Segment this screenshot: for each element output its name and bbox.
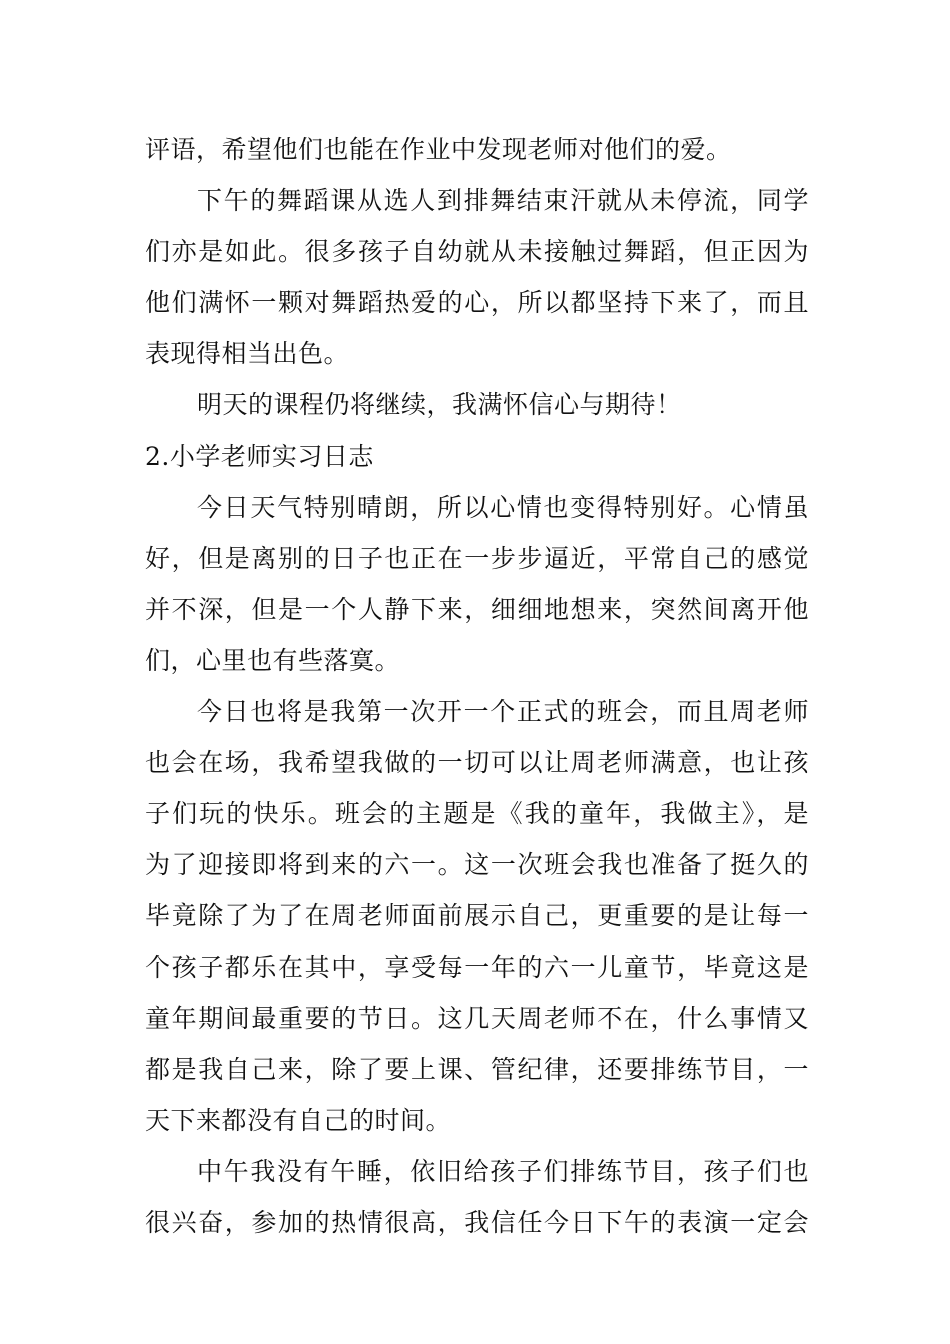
text-line: 子们玩的快乐。班会的主题是《我的童年，我做主》，是	[145, 799, 809, 829]
text-line: 都是我自己来，除了要上课、管纪律，还要排练节目，一	[145, 1054, 809, 1084]
text-line: 为了迎接即将到来的六一。这一次班会我也准备了挺久的	[145, 850, 809, 880]
text-line: 童年期间最重要的节日。这几天周老师不在，什么事情又	[145, 1003, 809, 1033]
text-line: 2.小学老师实习日志	[145, 441, 374, 471]
text-line: 并不深，但是一个人静下来，细细地想来，突然间离开他	[145, 594, 809, 624]
text-line: 个孩子都乐在其中，享受每一年的六一儿童节，毕竟这是	[145, 952, 809, 982]
text-line: 天下来都没有自己的时间。	[145, 1105, 452, 1135]
text-line: 下午的舞蹈课从选人到排舞结束汗就从未停流，同学	[197, 186, 809, 216]
text-line: 评语，希望他们也能在作业中发现老师对他们的爱。	[145, 135, 732, 164]
text-line: 毕竟除了为了在周老师面前展示自己，更重要的是让每一	[145, 901, 809, 931]
text-line: 们亦是如此。很多孩子自幼就从未接触过舞蹈，但正因为	[145, 237, 809, 267]
text-line: 好，但是离别的日子也正在一步步逼近，平常自己的感觉	[145, 543, 809, 573]
text-line: 们，心里也有些落寞。	[145, 645, 401, 675]
text-line: 也会在场，我希望我做的一切可以让周老师满意，也让孩	[145, 748, 809, 778]
document-body	[145, 124, 809, 1248]
text-line: 明天的课程仍将继续，我满怀信心与期待！	[197, 390, 682, 420]
text-line: 今日天气特别晴朗，所以心情也变得特别好。心情虽	[197, 492, 809, 522]
text-line: 中午我没有午睡，依旧给孩子们排练节目，孩子们也	[197, 1156, 809, 1186]
text-line: 今日也将是我第一次开一个正式的班会，而且周老师	[197, 697, 809, 727]
text-line: 很兴奋，参加的热情很高，我信任今日下午的表演一定会	[145, 1207, 809, 1237]
text-line: 他们满怀一颗对舞蹈热爱的心，所以都坚持下来了，而且	[145, 288, 809, 318]
text-line: 表现得相当出色。	[145, 339, 350, 369]
